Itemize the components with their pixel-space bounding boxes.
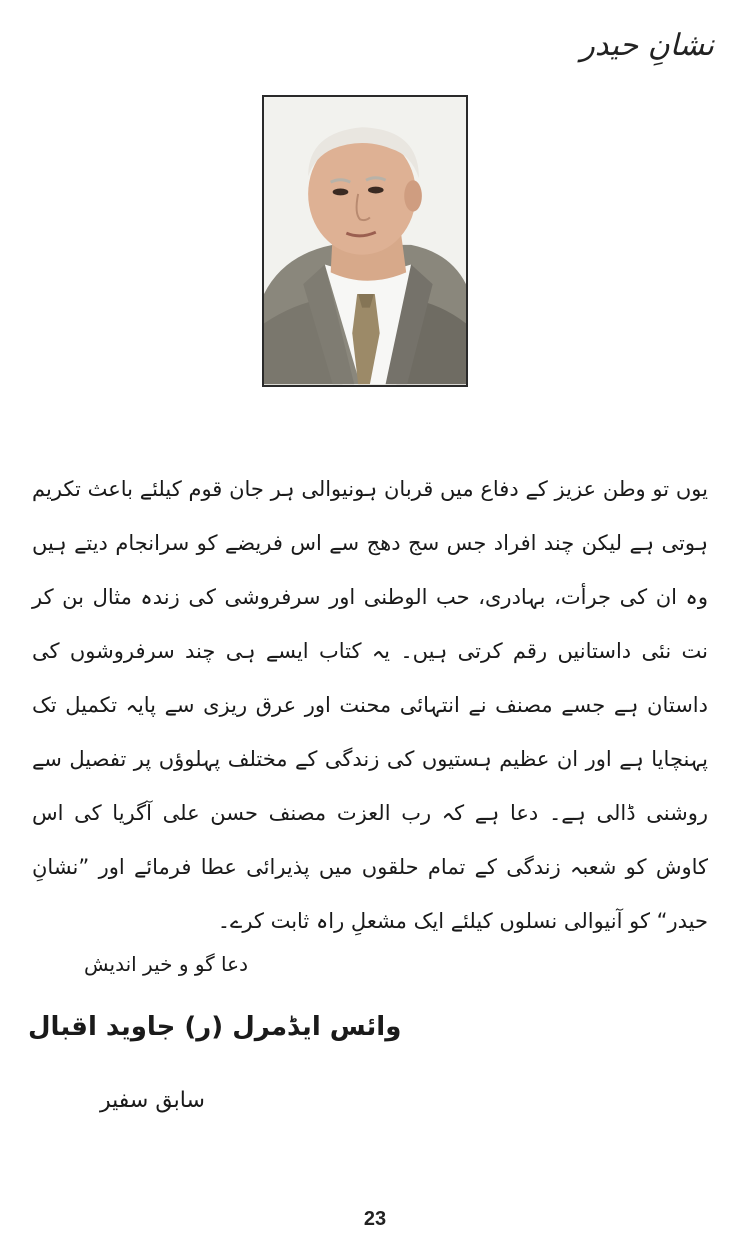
signatory-name: وائس ایڈمرل (ر) جاوید اقبال bbox=[28, 1012, 402, 1042]
page-number: 23 bbox=[363, 1208, 387, 1230]
book-title: نشانِ حیدر bbox=[580, 28, 714, 63]
closing-greeting: دعا گو و خیر اندیش bbox=[84, 952, 248, 976]
signatory-title: سابق سفیر bbox=[100, 1088, 205, 1113]
author-portrait-photo bbox=[262, 95, 468, 387]
portrait-photo-icon bbox=[264, 97, 466, 385]
foreword-paragraph: یوں تو وطن عزیز کے دفاع میں قربان ہونیوالی ہر جان قوم کیلئے باعث تکریم ہوتی ہے لیکن چند افراد جس سج دھج سے اس فریضے کو سرانجام دیتے ہیں وہ ان کی جرأت، بہادری، حب الوطنی اور سرفروشی کی زندہ مثال بن کر نت نئی داستانیں رقم کرتی ہیں۔ یہ کتاب ایسے ہی چند سرفروشوں کی داستان ہے جسے مصنف نے انتہائی محنت اور عرق ریزی سے پایہ تکمیل تک پہنچایا ہے اور ان عظیم ہستیوں کی زندگی کے مختلف پہلوؤں پر تفصیل سے روشنی ڈالی ہے۔ دعا ہے کہ رب العزت مصنف حسن علی آگریا کی اس کاوش کو شعبہ زندگی کے تمام حلقوں میں پذیرائی عطا فرمائے اور ”نشانِ حیدر“ کو آنیوالی نسلوں کیلئے ایک مشعلِ راہ ثابت کرے۔ bbox=[32, 477, 708, 933]
